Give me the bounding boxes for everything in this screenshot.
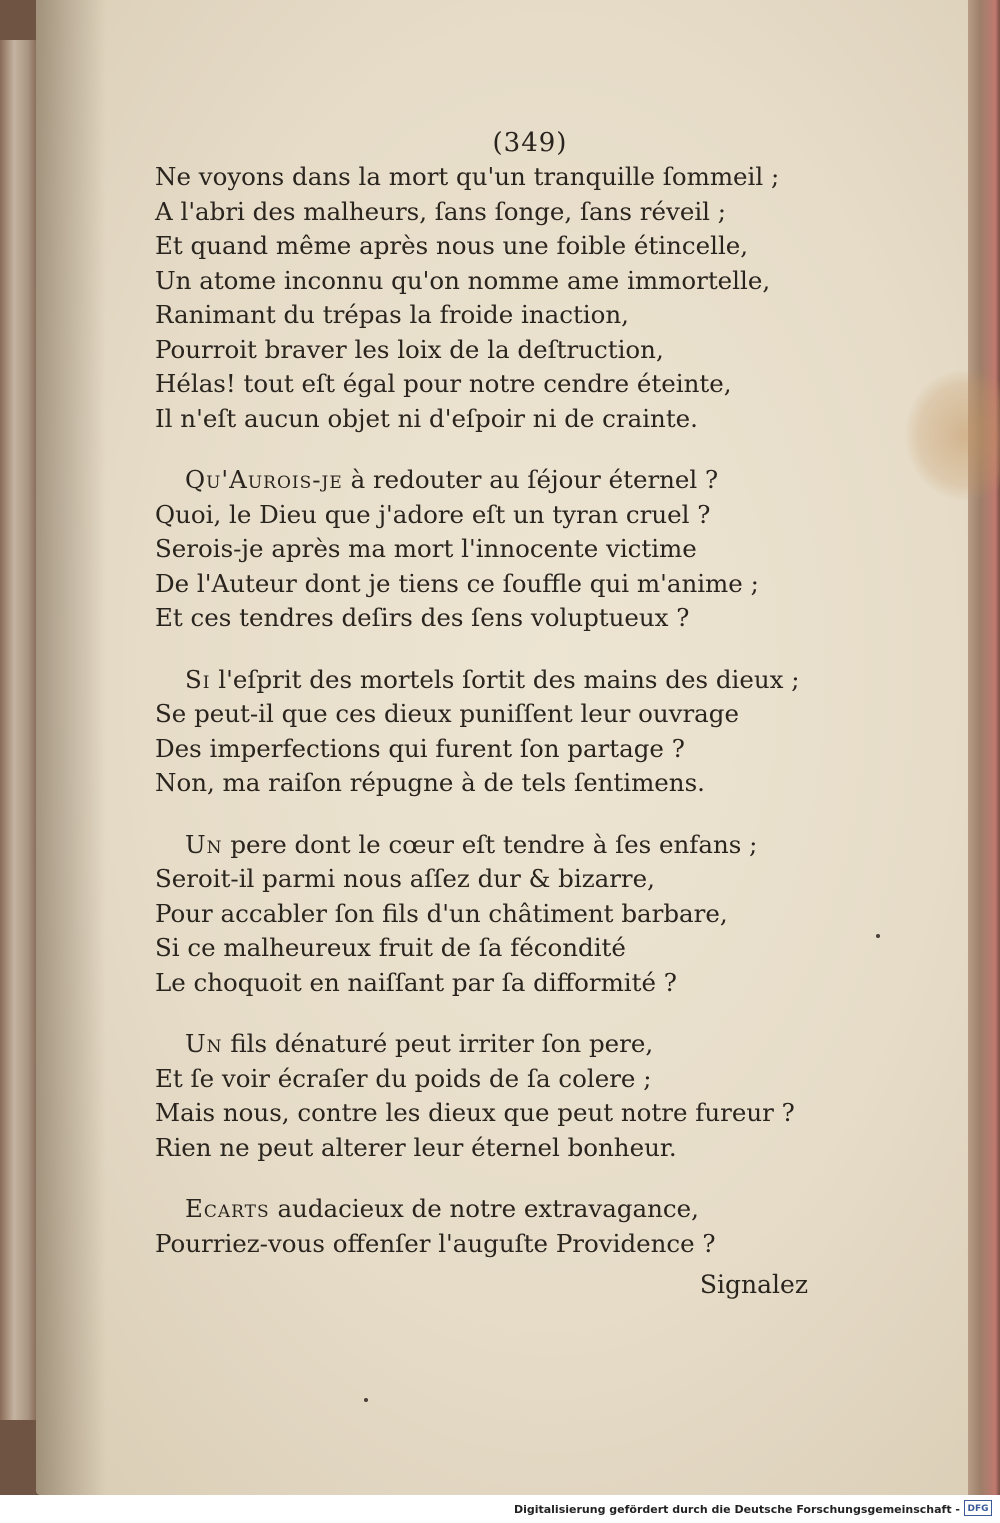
previous-leaf-edge [0,40,40,1420]
stanza-5 [155,1027,855,1165]
stanza-1 [155,160,855,436]
verse-line: Un atome inconnu qu'on nomme ame immortelle, [155,265,771,295]
gutter-shadow [36,0,106,1495]
verse-line: Non, ma raiſon répugne à de tels ſentimens. [155,768,705,797]
verse-line-rest: audacieux de notre extravagance, [269,1194,699,1223]
verse-line [155,1192,855,1227]
verse-line: Rien ne peut alterer leur éternel bonheur. [155,1132,677,1162]
verse-line: Le choquoit en naiſſant par ſa difformité ? [155,967,677,997]
verse-line: Mais nous, contre les dieux que peut notre fureur ? [155,1098,795,1127]
stanza-lead-word: Un [185,1029,223,1058]
stanza-lead-word: Qu'Aurois-je [185,465,343,494]
stanza-4 [155,828,855,1001]
verse-line: Des imperfections qui furent ſon partage ? [155,733,685,763]
verse-line: Serois-je après ma mort l'innocente victime [155,534,697,563]
stanza-2 [155,463,855,636]
verse-line: Ne voyons dans la mort qu'un tranquille ſommeil ; [155,162,780,191]
verse-line-rest: pere dont le cœur eſt tendre à ſes enfans ; [222,829,758,859]
funding-credit: Digitalisierung gefördert durch die Deutsche Forschungsgemeinschaft - [513,1503,960,1516]
verse-line: Et ces tendres deſirs des ſens voluptueux ? [155,603,690,632]
verse-line [155,1027,855,1062]
poem-text [155,160,855,1288]
ink-speck [364,1398,368,1402]
footer-bar [0,1495,1000,1523]
verse-line: Seroit-il parmi nous aſſez dur & bizarre, [155,864,655,893]
page-number: (349) [492,128,568,158]
page-edge [968,0,1000,1495]
verse-line: Pourroit braver les loix de la deſtruction, [155,334,664,364]
verse-line: Il n'eſt aucun objet ni d'eſpoir ni de crainte. [155,403,698,433]
stanza-3 [155,663,855,801]
verse-line: Et quand même après nous une foible étincelle, [155,231,749,260]
verse-line-rest: à redouter au ſéjour éternel ? [342,465,719,494]
verse-line [155,663,855,698]
dfg-logo-icon: DFG [964,1500,992,1516]
verse-line: Hélas! tout eſt égal pour notre cendre éteinte, [155,369,732,398]
verse-line: A l'abri des malheurs, ſans ſonge, ſans réveil ; [155,196,727,226]
stanza-lead-word: Un [185,829,223,859]
verse-line: Et ſe voir écraſer du poids de ſa colere ; [155,1063,652,1093]
stanza-6 [155,1192,855,1261]
verse-line [155,463,855,498]
verse-line: Se peut-il que ces dieux puniſſent leur ouvrage [155,699,739,728]
verse-line-rest: fils dénaturé peut irriter ſon pere, [222,1029,654,1058]
verse-line [155,828,855,863]
ink-speck [876,934,880,938]
verse-line: De l'Auteur dont je tiens ce ſouffle qui m'anime ; [155,568,759,598]
verse-line: Pour accabler ſon fils d'un châtiment barbare, [155,898,728,928]
verse-line: Ranimant du trépas la froide inaction, [155,300,629,329]
verse-line: Quoi, le Dieu que j'adore eſt un tyran cruel ? [155,499,711,529]
stanza-lead-word: Ecarts [185,1194,270,1223]
verse-line-rest: l'eſprit des mortels ſortit des mains des dieux ; [210,664,800,694]
catchword: Signalez [699,1270,808,1299]
verse-line: Si ce malheureux fruit de ſa fécondité [155,933,626,962]
verse-line: Pourriez-vous offenſer l'auguſte Providence ? [155,1228,716,1258]
stanza-lead-word: Si [185,664,211,694]
